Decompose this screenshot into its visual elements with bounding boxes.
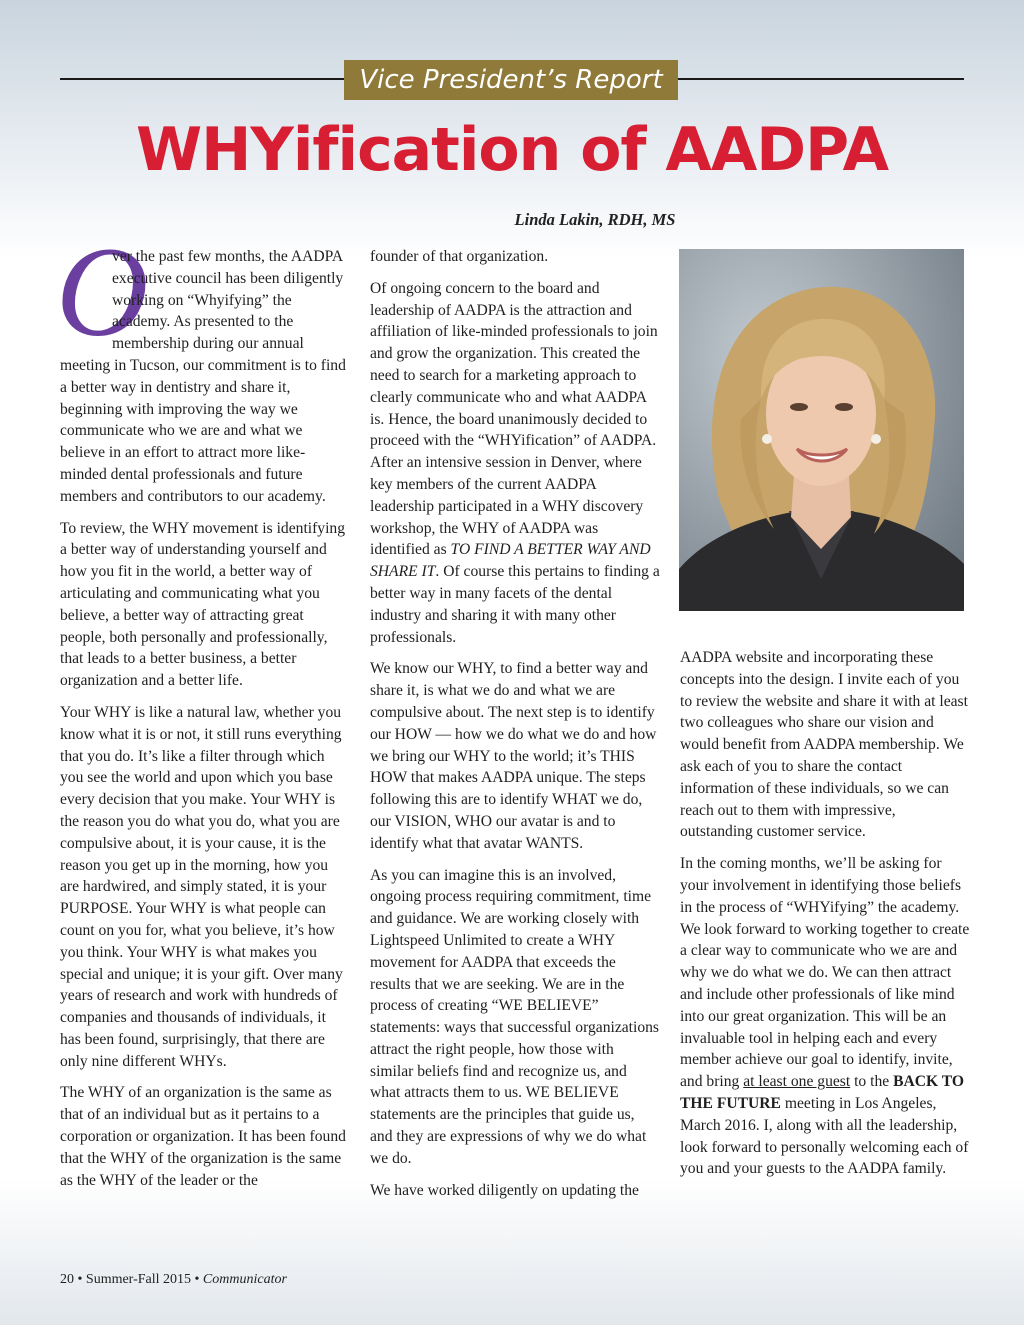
paragraph-text: meeting in Los Angeles, March 2016. I, along with all the leadership, look forward to personally welcoming each of you and your guests to the AADPA family. — [680, 1094, 969, 1178]
paragraph — [56, 221, 348, 508]
paragraph-text: to the — [850, 1073, 894, 1091]
paragraph — [680, 853, 970, 1180]
paragraph-text: Of ongoing concern to the board and leadership of AADPA is the attraction and affiliation of like-minded professionals to join and grow the organization. This created the need to search for a marketing approach to clearly communicate who and what AADPA is. Hence, the board unanimously decided to proceed with the “WHYification” of AADPA. After an intensive session in Denver, where key members of the current AADPA leadership participated in a WHY discovery workshop, the WHY of AADPA was identified as — [370, 279, 658, 559]
column-3 — [680, 647, 970, 1190]
column-1 — [56, 221, 348, 1201]
paragraph: AADPA website and incorporating these concepts into the design. I invite each of you to review the website and share it with at least two colleagues who share our vision and would benefit from AADPA membership. We ask each of you to share the contact information of these individuals, so we can reach out to them with impressive, outstanding customer service. — [680, 649, 968, 841]
paragraph: Your WHY is like a natural law, whether you know what it is or not, it still runs everything that you do. It’s like a filter through which you see the world and upon which you base every decision that you make. Your WHY is the reason you do what you do, what you are compulsive about, it is your cause, it is the reason you get up in the morning, how you are hardwired, and simply stated, it is your PURPOSE. Your WHY is what people can count on you for, what you believe, it’s how you think. Your WHY is what makes you special and unique; it is your gift. Over many years of research and work with hundreds of companies and thousands of individuals, it has been found, surprisingly, that there are only nine different WHYs. — [60, 703, 343, 1070]
section-banner — [60, 60, 964, 100]
publication-name: Communicator — [202, 1272, 287, 1287]
section-label: Vice President’s Report — [344, 60, 678, 100]
why-statement: TO FIND A BETTER WAY AND SHARE IT — [370, 541, 651, 581]
underlined-text: at least one guest — [743, 1073, 851, 1091]
paragraph: We know our WHY, to find a better way and share it, is what we do and what we are compulsive about. The next step is to identify our HOW — how we do what we do and how we bring our WHY to the world; it’s THIS HOW that makes AADPA unique. The steps following this are to identify WHAT we do, our VISION, WHO our avatar is and to identify what that avatar WANTS. — [370, 660, 657, 852]
article-title: WHYification of AADPA — [136, 115, 888, 185]
paragraph: founder of that organization. — [370, 248, 549, 265]
column-2 — [370, 246, 660, 1211]
paragraph: The WHY of an organization is the same as that of an individual but as it pertains to a corporation or organization. It has been found that the WHY of the organization is the same as the WHY of the leader or the — [60, 1084, 346, 1189]
author-photo — [679, 249, 964, 611]
page-footer — [60, 1272, 287, 1288]
paragraph-text: . Of course this pertains to finding a better way in many facets of the dental industry and sharing it with many other professionals. — [370, 563, 660, 646]
paragraph: We have worked diligently on updating the — [370, 1181, 639, 1199]
portrait-illustration — [679, 249, 964, 611]
page-info: 20 • Summer-Fall 2015 • — [60, 1272, 203, 1287]
paragraph-text: In the coming months, we’ll be asking for your involvement in identifying those beliefs in the process of “WHYifying” the academy. We look forward to working together to create a clear way to communicate who we are and why we do what we do. We can then attract and include other professionals of like mind into our great organization. This will be an invaluable tool in helping each and every member achieve our goal to identify, invite, and bring — [680, 855, 970, 1091]
paragraph: To review, the WHY movement is identifying a better way of understanding yourself and how you fit in the world, a better way of articulating and communicating what you believe, a better way of attracting great people, both personally and professionally, that leads to a better business, a better organization and a better life. — [60, 519, 346, 690]
paragraph — [370, 278, 660, 649]
paragraph-text: ver the past few months, the AADPA executive council has been diligently working on “Whyifying” the academy. As presented to the membership during our annual meeting in Tucson, our commitment is to find a better way in dentistry and share it, beginning with improving the way we communicate who we are and what we believe in an effort to attract more like-minded dental professionals and future members and contributors to our academy. — [60, 248, 346, 505]
drop-cap: O — [56, 221, 149, 363]
paragraph: As you can imagine this is an involved, ongoing process requiring commitment, time and guidance. We are working closely with Lightspeed Unlimited to create a WHY movement for AADPA that exceeds the results that we are seeking. We are in the process of creating “WE BELIEVE” statements: ways that successful organizations attract the right people, how those with similar beliefs find and recognize us, and what attracts them to us. WE BELIEVE statements are the principles that guide us, and they are expressions of why we do what we do. — [370, 866, 659, 1167]
byline: Linda Lakin, RDH, MS — [514, 210, 676, 229]
meeting-name: BACK TO THE FUTURE — [680, 1073, 965, 1112]
